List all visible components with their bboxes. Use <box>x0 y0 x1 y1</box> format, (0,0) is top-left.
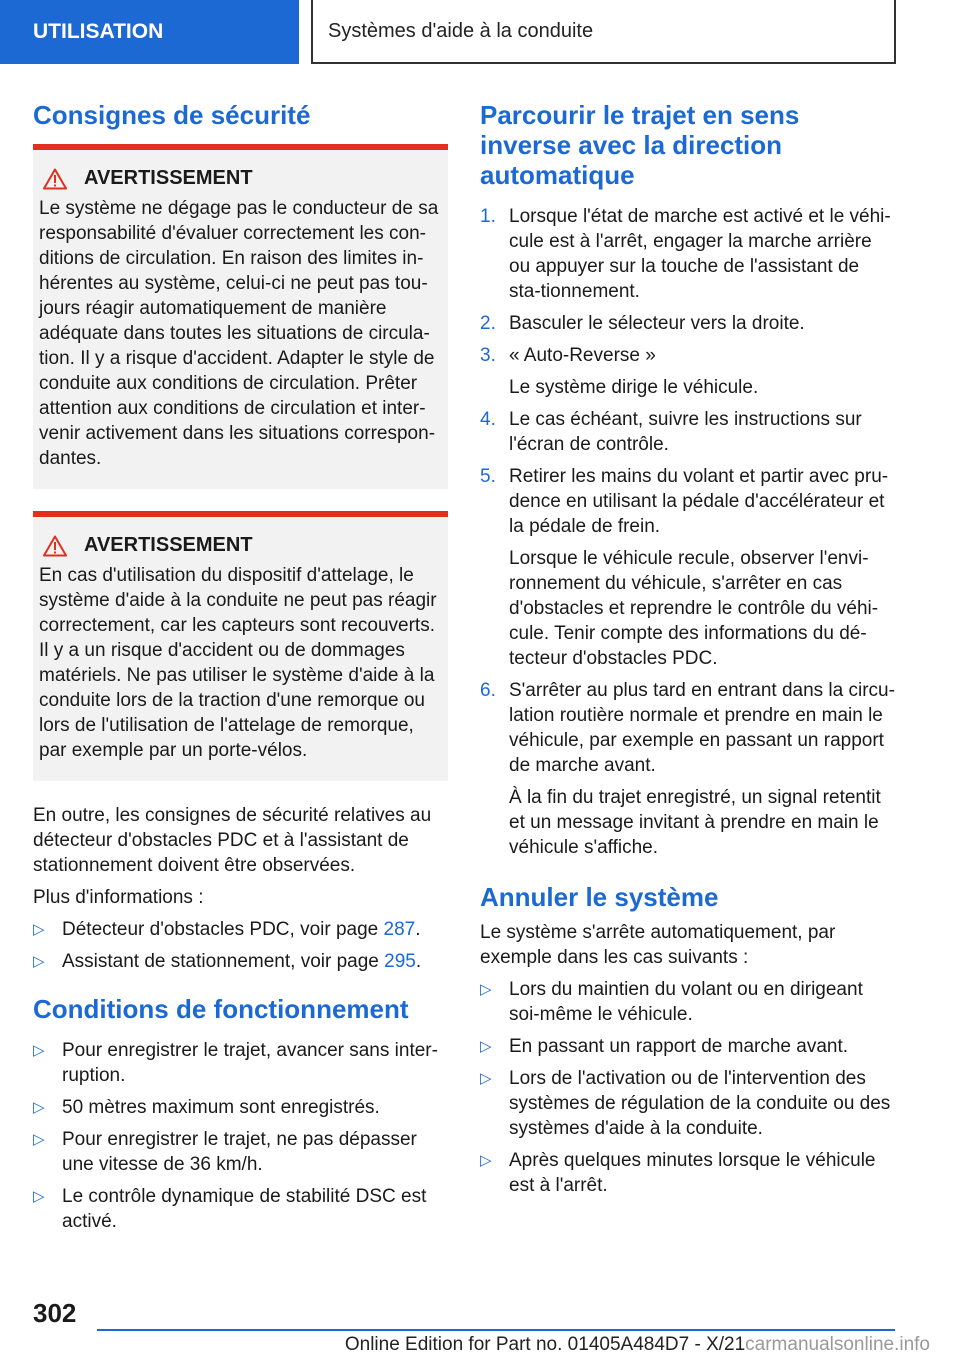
steps-list <box>480 204 895 860</box>
warning-triangle-icon <box>43 168 67 190</box>
triangle-bullet-icon: ▷ <box>480 1070 492 1087</box>
list-item <box>33 949 448 974</box>
reference-end: . <box>415 951 422 972</box>
warning-header <box>39 534 440 557</box>
cancel-text: En passant un rapport de marche avant. <box>509 1036 849 1057</box>
step-number: 5. <box>480 466 496 487</box>
reference-text: Assistant de stationnement, voir page <box>62 951 385 972</box>
condition-text: Le contrôle dynamique de stabilité DSC est activé. <box>62 1186 427 1232</box>
cancel-list <box>480 977 895 1198</box>
heading-reverse: Parcourir le trajet en sens inverse avec la direction automatique <box>480 100 800 190</box>
list-item <box>33 917 448 942</box>
step-text: Basculer le sélecteur vers la droite. <box>509 313 805 334</box>
step-number: 4. <box>480 409 496 430</box>
left-column <box>33 100 448 1241</box>
step-text: Le cas échéant, suivre les instructions sur l'écran de contrôle. <box>509 409 862 455</box>
footer-edition <box>345 1334 930 1356</box>
section-tab <box>0 0 299 64</box>
step-number: 2. <box>480 313 496 334</box>
paragraph-cancel-intro: Le système s'arrête automatiquement, par exemple dans les cas suivants : <box>480 922 836 968</box>
section-title: UTILISATION <box>33 20 164 43</box>
warning-box-1 <box>33 144 448 489</box>
paragraph-additional-safety: En outre, les consignes de sécurité relatives au détecteur d'obstacles PDC et à l'assistant de stationnement doivent être observées. <box>33 805 432 876</box>
step-text: Lorsque l'état de marche est activé et le véhi-cule est à l'arrêt, engager la marche arrière ou appuyer sur la touche de l'assistant de sta-tionnement. <box>509 206 891 302</box>
page-link-287[interactable]: 287 <box>383 919 416 940</box>
warning-label: AVERTISSEMENT <box>84 167 253 189</box>
footer-divider <box>97 1329 895 1331</box>
triangle-bullet-icon: ▷ <box>33 1131 45 1148</box>
page-number: 302 <box>33 1298 77 1328</box>
list-item <box>480 343 895 400</box>
step-number: 3. <box>480 345 496 366</box>
step-number: 6. <box>480 680 496 701</box>
condition-text: 50 mètres maximum sont enregistrés. <box>62 1097 380 1118</box>
warning-triangle-icon <box>43 535 67 557</box>
step-text: S'arrêter au plus tard en entrant dans la circu-lation routière normale et prendre en main le véhicule, par exemple en passant un rapport de marche avant. <box>509 680 895 776</box>
cancel-text: Lors du maintien du volant ou en dirigeant soi-même le véhicule. <box>509 979 863 1025</box>
list-item <box>480 1066 895 1141</box>
list-item <box>33 1127 448 1177</box>
step-text: « Auto-Reverse » <box>509 345 656 366</box>
condition-text: Pour enregistrer le trajet, ne pas dépasser une vitesse de 36 km/h. <box>62 1129 417 1175</box>
list-item <box>33 1095 448 1120</box>
triangle-bullet-icon: ▷ <box>33 1188 45 1205</box>
list-item <box>480 678 895 860</box>
list-item <box>480 204 895 304</box>
chapter-title: Systèmes d'aide à la conduite <box>328 19 594 42</box>
watermark-text: carmanualsonline.info <box>745 1334 930 1355</box>
step-extra: Lorsque le véhicule recule, observer l'envi-ronnement du véhicule, s'arrêter en cas d'obstacles et reprendre le contrôle du véhi-cule. Tenir compte des informations du dé-tecteur d'obstacles PDC. <box>509 548 879 669</box>
warning-text: Le système ne dégage pas le conducteur de sa responsabilité d'évaluer correctement les con-ditions de circulation. En raison des limites in-hérentes au système, celui-ci ne peut pas tou-jours réagir automatiquement de manière adéquate dans toutes les situations de circula-tion. Il y a risque d'accident. Adapter le style de conduite aux conditions de circulation. Prêter attention aux conditions de circulation et inter-venir activement dans les situations correspon-dantes. <box>39 198 439 469</box>
conditions-list <box>33 1038 448 1234</box>
step-number: 1. <box>480 206 496 227</box>
heading-safety: Consignes de sécurité <box>33 100 311 130</box>
triangle-bullet-icon: ▷ <box>480 1038 492 1055</box>
warning-label: AVERTISSEMENT <box>84 534 253 556</box>
triangle-bullet-icon: ▷ <box>33 1042 45 1059</box>
triangle-bullet-icon: ▷ <box>33 1099 45 1116</box>
warning-box-2 <box>33 511 448 781</box>
list-item <box>33 1038 448 1088</box>
warning-text: En cas d'utilisation du dispositif d'attelage, le système d'aide à la conduite ne peut pas réagir correctement, car les capteurs sont recouverts. Il y a un risque d'accident ou de dommages matériels. Ne pas utiliser le système d'aide à la conduite lors de la traction d'une remorque ou lors de l'utilisation de l'attelage de remorque, par exemple par un porte-vélos. <box>39 565 437 761</box>
condition-text: Pour enregistrer le trajet, avancer sans inter-ruption. <box>62 1040 438 1086</box>
right-column <box>480 100 895 1205</box>
triangle-bullet-icon: ▷ <box>480 981 492 998</box>
list-item <box>480 1148 895 1198</box>
reference-text: Détecteur d'obstacles PDC, voir page <box>62 919 384 940</box>
step-extra: À la fin du trajet enregistré, un signal retentit et un message invitant à prendre en main le véhicule s'affiche. <box>509 787 881 858</box>
triangle-bullet-icon: ▷ <box>480 1152 492 1169</box>
reference-end: . <box>415 919 421 940</box>
reference-list <box>33 917 448 974</box>
list-item <box>480 1034 895 1059</box>
triangle-bullet-icon: ▷ <box>33 921 45 938</box>
step-text: Retirer les mains du volant et partir avec pru-dence en utilisant la pédale d'accélérateur et la pédale de frein. <box>509 466 889 537</box>
heading-conditions: Conditions de fonctionnement <box>33 994 409 1024</box>
page-link-295[interactable]: 295 <box>384 951 416 972</box>
list-item <box>480 311 895 336</box>
heading-cancel: Annuler le système <box>480 882 719 912</box>
warning-header <box>39 167 440 190</box>
triangle-bullet-icon: ▷ <box>33 953 45 970</box>
chapter-tab <box>311 0 896 64</box>
list-item <box>480 977 895 1027</box>
list-item <box>480 407 895 457</box>
list-item <box>480 464 895 671</box>
list-item <box>33 1184 448 1234</box>
step-extra: Le système dirige le véhicule. <box>509 377 759 398</box>
paragraph-more-info: Plus d'informations : <box>33 887 204 908</box>
cancel-text: Après quelques minutes lorsque le véhicule est à l'arrêt. <box>509 1150 876 1196</box>
cancel-text: Lors de l'activation ou de l'intervention des systèmes de régulation de la conduite ou des systèmes d'aide à la conduite. <box>509 1068 891 1139</box>
edition-text: Online Edition for Part no. 01405A484D7 - X/21 <box>344 1334 746 1355</box>
